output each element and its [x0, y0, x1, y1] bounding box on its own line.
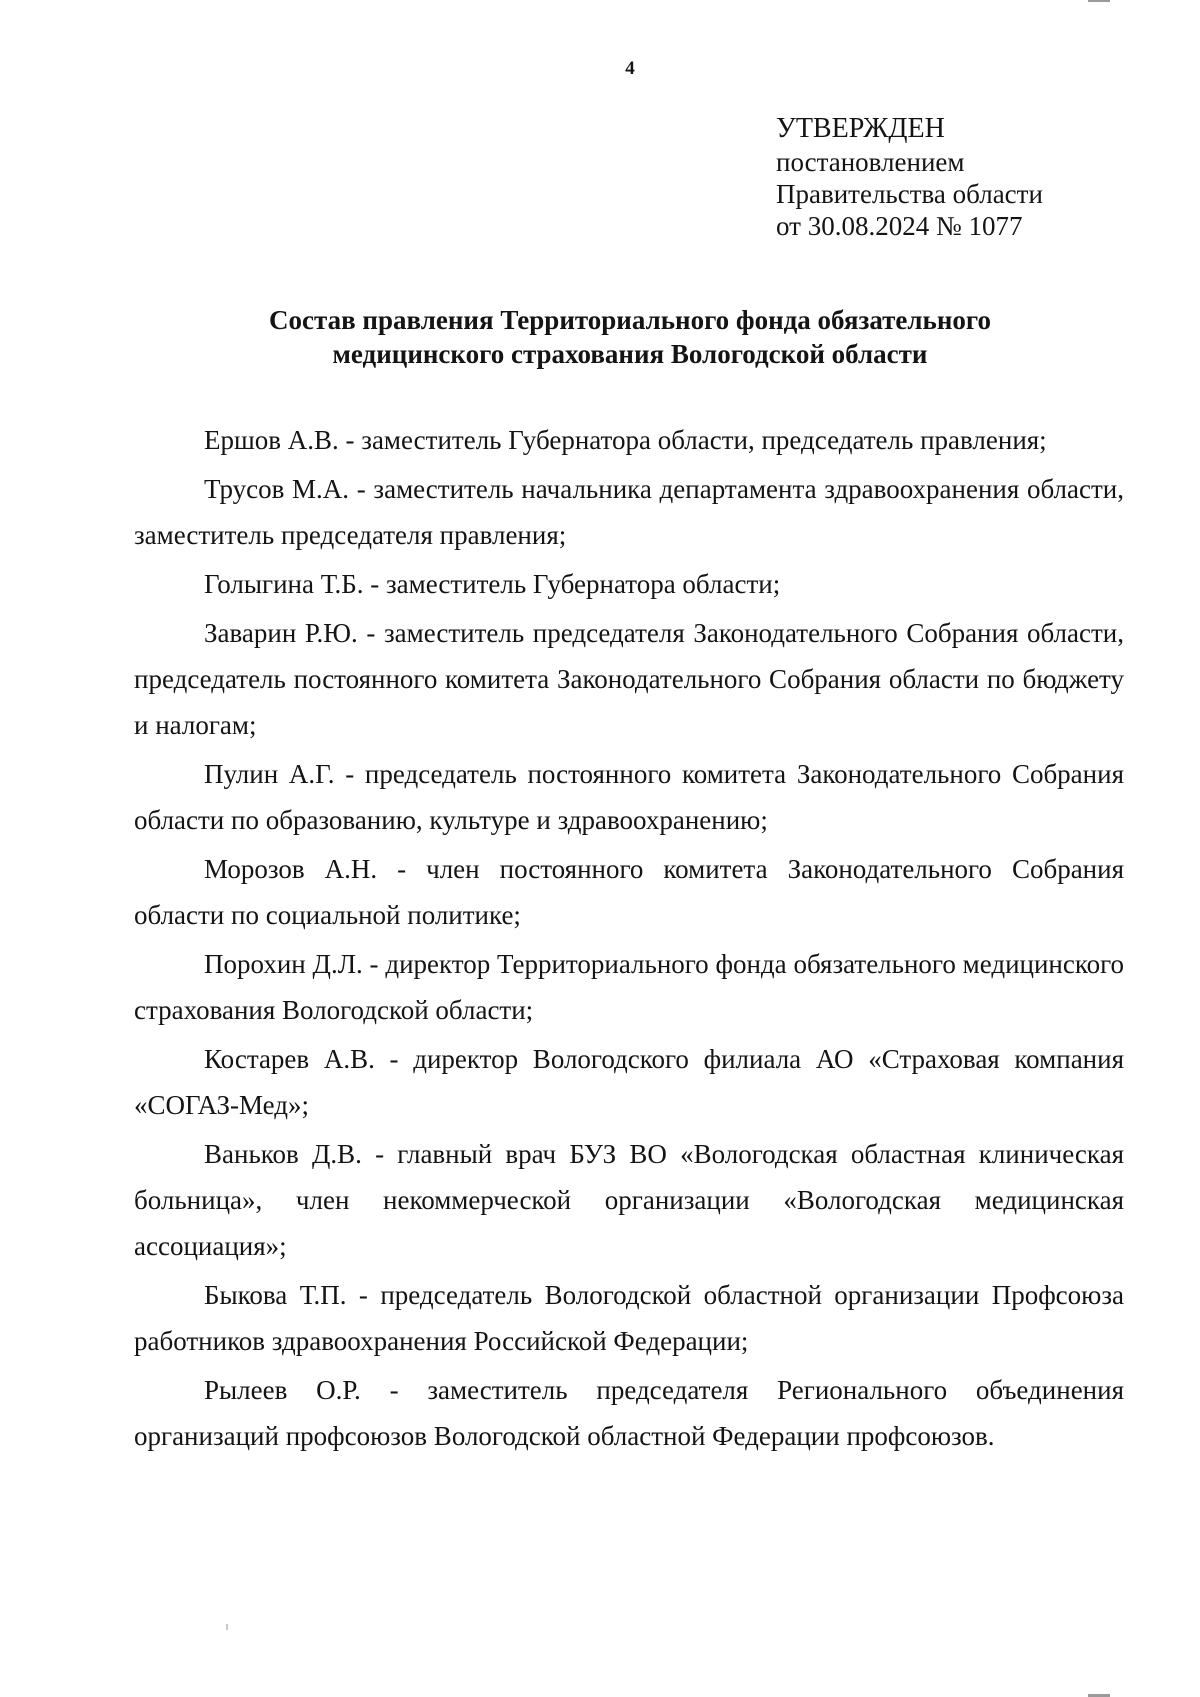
member-entry: Трусов М.А. - заместитель начальника департамента здравоохранения области, заместитель председателя правления; — [134, 474, 1124, 550]
approval-line-government: Правительства области — [776, 179, 1043, 209]
member-entry: Голыгина Т.Б. - заместитель Губернатора области; — [204, 569, 781, 599]
member-entry: Ершов А.В. - заместитель Губернатора области, председатель правления; — [204, 425, 1047, 455]
member-entry: Ваньков Д.В. - главный врач БУЗ ВО «Вологодская областная клиническая больница», член некоммерческой организации «Вологодская медицинская ассоциация»; — [134, 1139, 1124, 1261]
document-heading — [150, 303, 1110, 371]
heading-line-1: Состав правления Территориального фонда обязательного — [269, 305, 991, 335]
member-entry: Рылеев О.Р. - заместитель председателя Регионального объединения организаций профсоюзов Вологодской областной Федерации профсоюзов. — [134, 1375, 1124, 1451]
scan-artifact-dot — [226, 1624, 228, 1630]
member-entry: Морозов А.Н. - член постоянного комитета Законодательного Собрания области по социальной политике; — [134, 854, 1124, 930]
page-number: 4 — [625, 58, 635, 79]
approval-title: УТВЕРЖДЕН — [776, 113, 945, 144]
member-entry: Пулин А.Г. - председатель постоянного комитета Законодательного Собрания области по образованию, культуре и здравоохранению; — [134, 759, 1124, 835]
member-entry: Заварин Р.Ю. - заместитель председателя Законодательного Собрания области, председатель постоянного комитета Законодательного Собрания области по бюджету и налогам; — [134, 618, 1124, 740]
approval-line-date-number: от 30.08.2024 № 1077 — [776, 211, 1023, 241]
member-entry: Костарев А.В. - директор Вологодского филиала АО «Страховая компания «СОГАЗ-Мед»; — [134, 1044, 1124, 1120]
member-entry: Порохин Д.Л. - директор Территориального фонда обязательного медицинского страхования Вологодской области; — [134, 949, 1124, 1025]
heading-line-2: медицинского страхования Вологодской области — [332, 339, 928, 369]
approval-stamp-block — [776, 112, 1043, 242]
approval-line-resolution: постановлением — [776, 147, 965, 177]
board-members-list — [134, 417, 1124, 1462]
member-entry: Быкова Т.П. - председатель Вологодской областной организации Профсоюза работников здравоохранения Российской Федерации; — [134, 1280, 1124, 1356]
scan-edge-mark-top — [1088, 0, 1110, 2]
